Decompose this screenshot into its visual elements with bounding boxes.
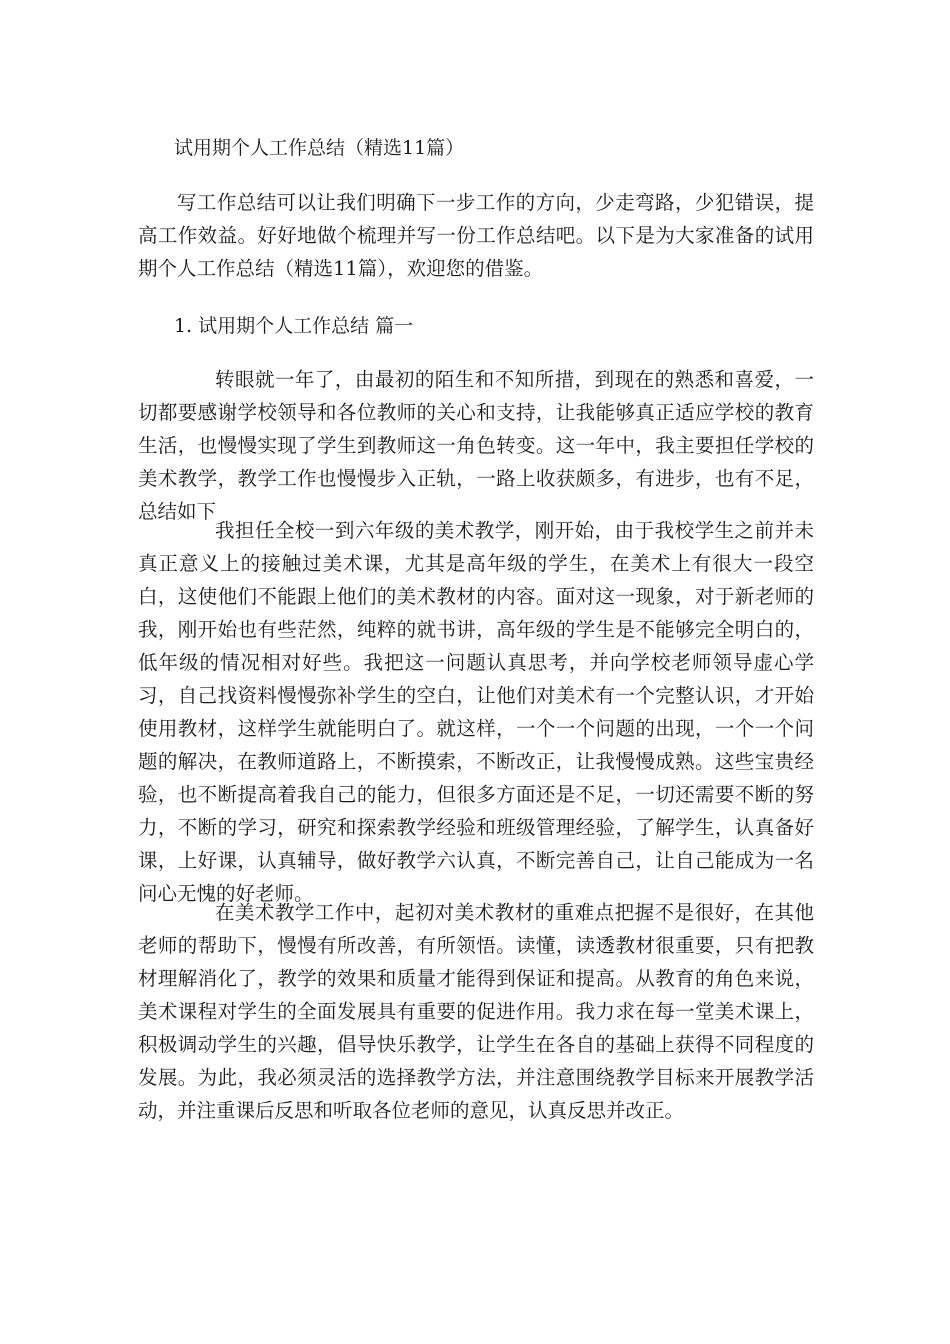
document-title: 试用期个人工作总结（精选11篇）	[174, 137, 465, 159]
intro-paragraph: 写工作总结可以让我们明确下一步工作的方向，少走弯路，少犯错误，提高工作效益。好好地做个梳理并写一份工作总结吧。以下是为大家准备的试用期个人工作总结（精选11篇），欢迎您的借鉴。	[138, 191, 814, 280]
body-paragraph: 我担任全校一到六年级的美术教学，刚开始，由于我校学生之前并未真正意义上的接触过美术课，尤其是高年级的学生，在美术上有很大一段空白，这使他们不能跟上他们的美术教材的内容。面对这一现象，对于新老师的我，刚开始也有些茫然，纯粹的就书讲，高年级的学生是不能够完全明白的，低年级的情况相对好些。我把这一问题认真思考，并向学校老师领导虚心学习，自己找资料慢慢弥补学生的空白，让他们对美术有一个完整认识，才开始使用教材，这样学生就能明白了。就这样，一个一个问题的出现，一个一个问题的解决，在教师道路上，不断摸索，不断改正，让我慢慢成熟。这些宝贵经验，也不断提高着我自己的能力，但很多方面还是不足，一切还需要不断的努力，不断的学习，研究和探索教学经验和班级管理经验，了解学生，认真备好课，上好课，认真辅导，做好教学六认真，不断完善自己，让自己能成为一名问心无愧的好老师。	[138, 519, 814, 905]
body-paragraph: 转眼就一年了，由最初的陌生和不知所措，到现在的熟悉和喜爱，一切都要感谢学校领导和各位教师的关心和支持，让我能够真正适应学校的教育生活，也慢慢实现了学生到教师这一角色转变。这一年中，我主要担任学校的美术教学，教学工作也慢慢步入正轨，一路上收获颇多，有进步，也有不足，总结如下	[138, 368, 814, 523]
body-paragraph: 在美术教学工作中，起初对美术教材的重难点把握不是很好，在其他老师的帮助下，慢慢有所改善，有所领悟。读懂，读透教材很重要，只有把教材理解消化了，教学的效果和质量才能得到保证和提高。从教育的角色来说，美术课程对学生的全面发展具有重要的促进作用。我力求在每一堂美术课上，积极调动学生的兴趣，倡导快乐教学，让学生在各自的基础上获得不同程度的发展。为此，我必须灵活的选择教学方法，并注意围绕教学目标来开展教学活动，并注重课后反思和听取各位老师的意见，认真反思并改正。	[138, 901, 814, 1122]
section-heading: 1. 试用期个人工作总结 篇一	[174, 315, 414, 337]
